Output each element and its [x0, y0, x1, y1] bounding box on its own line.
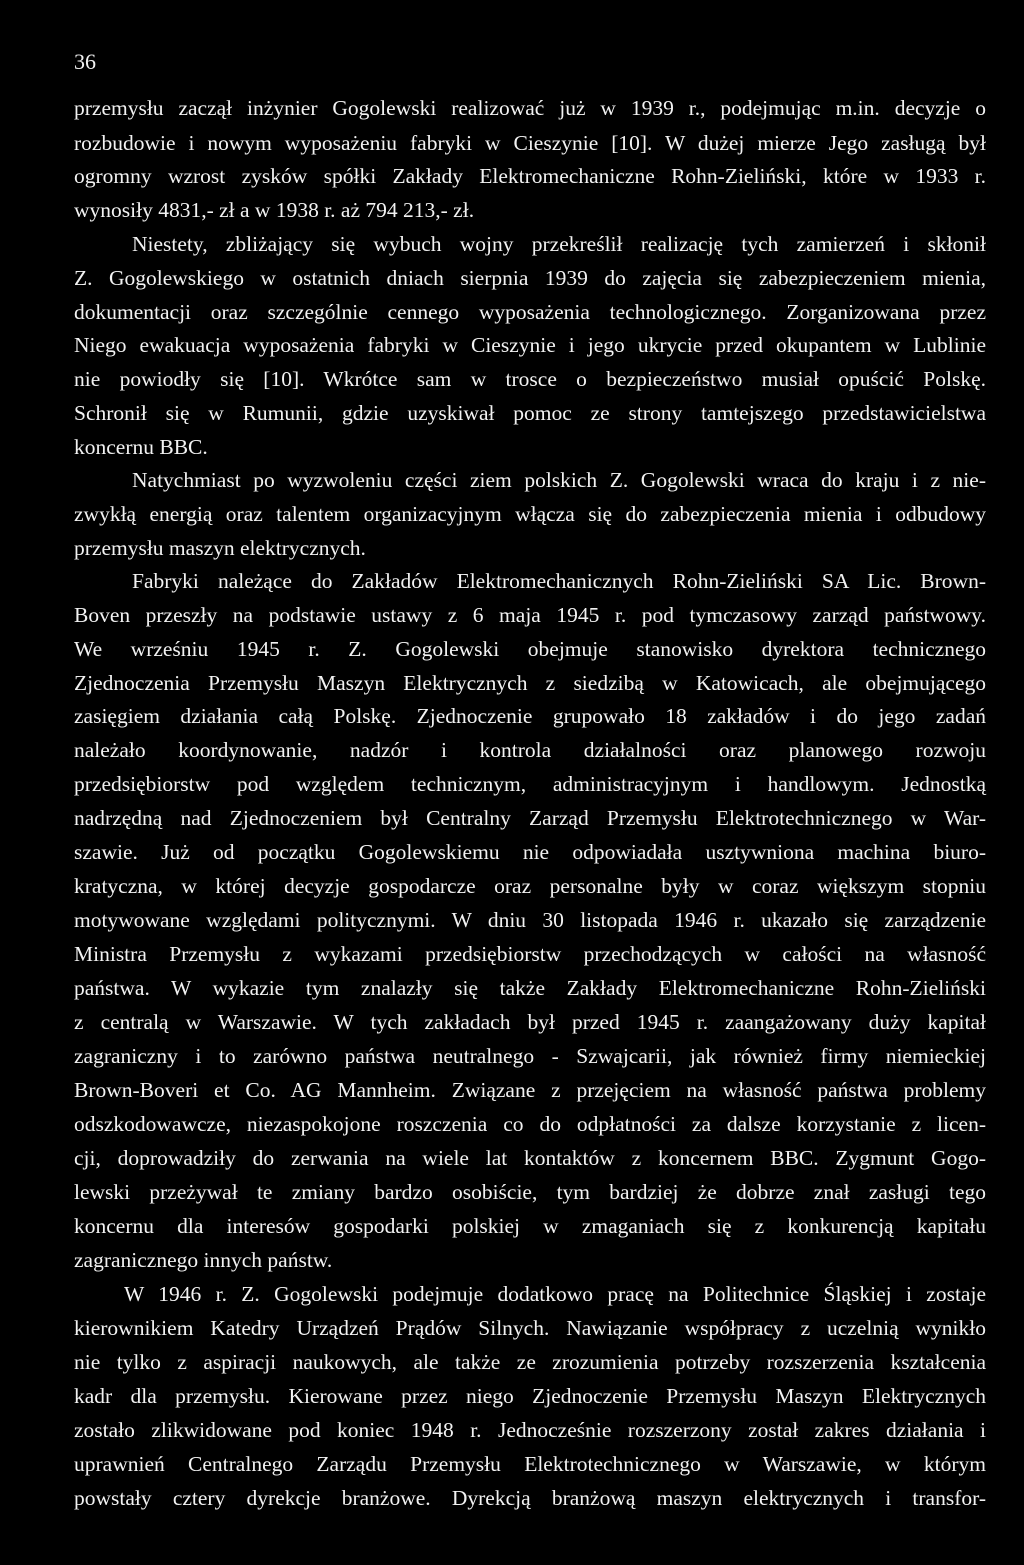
text-line: Niestety, zbliżający się wybuch wojny przekreślił realizację tych zamierzeń i skłonił: [132, 232, 986, 256]
text-line: uprawnień Centralnego Zarządu Przemysłu Elektrotechnicznego w Warszawie, w którym: [74, 1452, 986, 1476]
text-line: nadrzędną nad Zjednoczeniem był Centralny Zarząd Przemysłu Elektrotechnicznego w War-: [74, 806, 986, 830]
text-line: Z. Gogolewskiego w ostatnich dniach sierpnia 1939 do zajęcia się zabezpieczeniem mienia,: [74, 266, 986, 290]
text-line: Schronił się w Rumunii, gdzie uzyskiwał pomoc ze strony tamtejszego przedstawicielstwa: [74, 401, 986, 425]
text-line: powstały cztery dyrekcje branżowe. Dyrekcją branżową maszyn elektrycznych i transfor-: [74, 1486, 986, 1510]
text-line: Fabryki należące do Zakładów Elektromechanicznych Rohn-Zieliński SA Lic. Brown-: [132, 569, 986, 593]
text-line: dokumentacji oraz szczególnie cennego wyposażenia technologicznego. Zorganizowana przez: [74, 300, 986, 324]
text-line: ogromny wzrost zysków spółki Zakłady Elektromechaniczne Rohn-Zieliński, które w 1933 r.: [74, 164, 986, 188]
text-line: Ministra Przemysłu z wykazami przedsiębiorstw przechodzących w całości na własność: [74, 942, 986, 966]
text-line: państwa. W wykazie tym znalazły się także Zakłady Elektromechaniczne Rohn-Zieliński: [74, 976, 986, 1000]
text-line: nie powiodły się [10]. Wkrótce sam w trosce o bezpieczeństwo musiał opuścić Polskę.: [74, 367, 986, 391]
text-line: We wrześniu 1945 r. Z. Gogolewski obejmuje stanowisko dyrektora technicznego: [74, 637, 986, 661]
text-line: koncernu dla interesów gospodarki polskiej w zmaganiach się z konkurencją kapitału: [74, 1214, 986, 1238]
text-line: zwykłą energią oraz talentem organizacyjnym włącza się do zabezpieczenia mienia i odbudowy: [74, 502, 986, 526]
text-line: Zjednoczenia Przemysłu Maszyn Elektrycznych z siedzibą w Katowicach, ale obejmującego: [74, 671, 986, 695]
text-line: kratyczna, w której decyzje gospodarcze oraz personalne były w coraz większym stopniu: [74, 874, 986, 898]
text-line: W 1946 r. Z. Gogolewski podejmuje dodatkowo pracę na Politechnice Śląskiej i zostaje: [124, 1282, 986, 1306]
text-line: Niego ewakuacja wyposażenia fabryki w Cieszynie i jego ukrycie przed okupantem w Lublinie: [74, 333, 986, 357]
text-line: z centralą w Warszawie. W tych zakładach był przed 1945 r. zaangażowany duży kapitał: [74, 1010, 986, 1034]
text-line: odszkodowawcze, niezaspokojone roszczenia co do odpłatności za dalsze korzystanie z licen-: [74, 1112, 986, 1136]
text-line: Natychmiast po wyzwoleniu części ziem polskich Z. Gogolewski wraca do kraju i z nie-: [132, 468, 986, 492]
text-line: motywowane względami politycznymi. W dniu 30 listopada 1946 r. ukazało się zarządzenie: [74, 908, 986, 932]
text-line: nie tylko z aspiracji naukowych, ale także ze zrozumienia potrzeby rozszerzenia kształcenia: [74, 1350, 986, 1374]
text-line: wynosiły 4831,- zł a w 1938 r. aż 794 213,- zł.: [74, 198, 475, 222]
text-line: kadr dla przemysłu. Kierowane przez niego Zjednoczenie Przemysłu Maszyn Elektrycznych: [74, 1384, 986, 1408]
page-number: 36: [74, 49, 96, 74]
text-line: koncernu BBC.: [74, 435, 208, 459]
text-line: kierownikiem Katedry Urządzeń Prądów Silnych. Nawiązanie współpracy z uczelnią wynikło: [74, 1316, 986, 1340]
text-line: zasięgiem działania całą Polskę. Zjednoczenie grupowało 18 zakładów i do jego zadań: [74, 704, 986, 728]
text-line: przemysłu zaczął inżynier Gogolewski realizować już w 1939 r., podejmując m.in. decyzje o: [74, 96, 986, 120]
text-line: Boven przeszły na podstawie ustawy z 6 maja 1945 r. pod tymczasowy zarząd państwowy.: [74, 603, 986, 627]
text-line: zagranicznego innych państw.: [74, 1248, 333, 1272]
text-line: przemysłu maszyn elektrycznych.: [74, 536, 366, 560]
text-line: lewski przeżywał te zmiany bardzo osobiście, tym bardziej że dobrze znał zasługi tego: [74, 1180, 986, 1204]
text-line: rozbudowie i nowym wyposażeniu fabryki w Cieszynie [10]. W dużej mierze Jego zasługą był: [74, 131, 986, 155]
text-line: cji, doprowadziły do zerwania na wiele lat kontaktów z koncernem BBC. Zygmunt Gogo-: [74, 1146, 986, 1170]
text-line: należało koordynowanie, nadzór i kontrola działalności oraz planowego rozwoju: [74, 738, 986, 762]
text-line: Brown-Boveri et Co. AG Mannheim. Związane z przejęciem na własność państwa problemy: [74, 1078, 986, 1102]
text-line: szawie. Już od początku Gogolewskiemu nie odpowiadała usztywniona machina biuro-: [74, 840, 986, 864]
text-line: przedsiębiorstw pod względem technicznym, administracyjnym i handlowym. Jednostką: [74, 772, 986, 796]
text-line: zostało zlikwidowane pod koniec 1948 r. Jednocześnie rozszerzony został zakres działania i: [74, 1418, 986, 1442]
text-line: zagraniczny i to zarówno państwa neutralnego - Szwajcarii, jak również firmy niemieckiej: [74, 1044, 986, 1068]
